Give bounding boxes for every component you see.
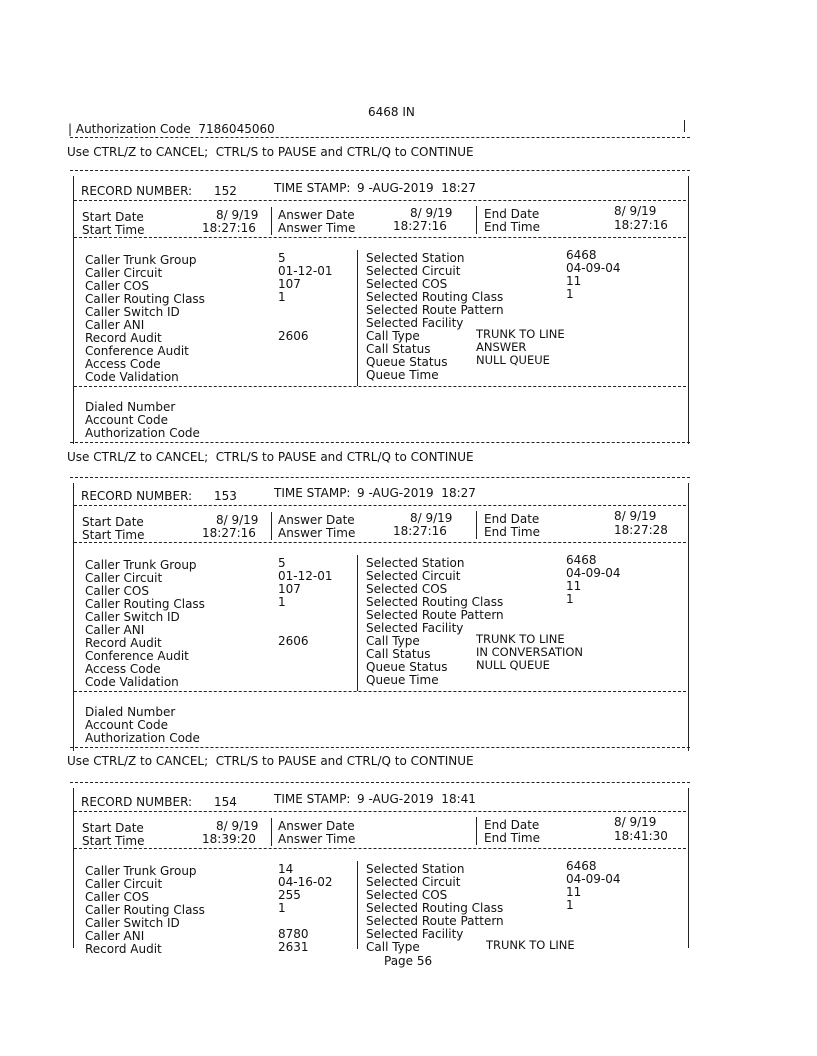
caller-switch-id-label: Caller Switch ID xyxy=(85,916,180,930)
time-stamp-value: 9 -AUG-2019 18:41 xyxy=(357,792,476,806)
start-date-value: 8/ 9/19 xyxy=(216,513,259,527)
caller-switch-id-label: Caller Switch ID xyxy=(85,610,180,624)
start-date-label: Start Date xyxy=(82,515,144,529)
selected-route-pattern-label: Selected Route Pattern xyxy=(366,608,504,622)
selected-circuit-value: 04-09-04 xyxy=(566,261,621,275)
selected-routing-class-label: Selected Routing Class xyxy=(366,595,504,609)
start-time-label: Start Time xyxy=(82,223,145,237)
selected-routing-class-label: Selected Routing Class xyxy=(366,901,504,915)
record-number-label: RECORD NUMBER: xyxy=(81,184,193,198)
account-code-label: Account Code xyxy=(85,413,168,427)
caller-cos-value: 107 xyxy=(278,277,301,291)
selected-station-label: Selected Station xyxy=(366,862,465,876)
selected-circuit-label: Selected Circuit xyxy=(366,875,461,889)
record-audit-value: 2631 xyxy=(278,940,309,954)
record-number-label: RECORD NUMBER: xyxy=(81,489,193,503)
queue-status-label: Queue Status xyxy=(366,660,448,674)
caller-routing-class-value: 1 xyxy=(278,595,286,609)
queue-status-label: Queue Status xyxy=(366,355,448,369)
caller-cos-label: Caller COS xyxy=(85,584,149,598)
call-type-value: TRUNK TO LINE xyxy=(486,938,575,952)
selected-cos-label: Selected COS xyxy=(366,582,448,596)
access-code-label: Access Code xyxy=(85,357,161,371)
caller-circuit-label: Caller Circuit xyxy=(85,877,163,891)
caller-routing-class-label: Caller Routing Class xyxy=(85,597,205,611)
selected-cos-label: Selected COS xyxy=(366,277,448,291)
caller-ani-label: Caller ANI xyxy=(85,318,145,332)
dialed-number-label: Dialed Number xyxy=(85,400,176,414)
selected-station-label: Selected Station xyxy=(366,251,465,265)
record-audit-label: Record Audit xyxy=(85,331,162,345)
start-time-label: Start Time xyxy=(82,528,145,542)
selected-station-value: 6468 xyxy=(566,248,597,262)
selected-routing-class-label: Selected Routing Class xyxy=(366,290,504,304)
dialed-number-label: Dialed Number xyxy=(85,705,176,719)
selected-circuit-value: 04-09-04 xyxy=(566,566,621,580)
end-date-value: 8/ 9/19 xyxy=(614,815,657,829)
end-time-label: End Time xyxy=(484,525,540,539)
start-date-value: 8/ 9/19 xyxy=(216,819,259,833)
record-number-value: 154 xyxy=(214,795,237,809)
selected-facility-label: Selected Facility xyxy=(366,927,464,941)
account-code-label: Account Code xyxy=(85,718,168,732)
answer-time-value: 18:27:16 xyxy=(393,219,447,233)
code-validation-label: Code Validation xyxy=(85,370,179,384)
time-stamp-label: TIME STAMP: xyxy=(274,792,351,806)
caller-routing-class-label: Caller Routing Class xyxy=(85,292,205,306)
start-time-value: 18:39:20 xyxy=(202,832,256,846)
start-date-label: Start Date xyxy=(82,821,144,835)
end-date-value: 8/ 9/19 xyxy=(614,509,657,523)
selected-station-label: Selected Station xyxy=(366,556,465,570)
separator xyxy=(70,137,690,138)
selected-cos-value: 11 xyxy=(566,579,582,593)
selected-routing-class-value: 1 xyxy=(566,592,574,606)
call-status-label: Call Status xyxy=(366,647,431,661)
selected-station-value: 6468 xyxy=(566,553,597,567)
selected-circuit-label: Selected Circuit xyxy=(366,264,461,278)
end-time-label: End Time xyxy=(484,220,540,234)
queue-status-value: NULL QUEUE xyxy=(476,353,550,367)
start-time-label: Start Time xyxy=(82,834,145,848)
authorization-code-line: | Authorization Code 7186045060 xyxy=(68,122,275,136)
authorization-code-label: Authorization Code xyxy=(85,731,200,745)
answer-date-label: Answer Date xyxy=(278,513,355,527)
start-date-value: 8/ 9/19 xyxy=(216,208,259,222)
caller-trunk-group-label: Caller Trunk Group xyxy=(85,864,197,878)
cancel-instruction: Use CTRL/Z to CANCEL; CTRL/S to PAUSE and CTRL/Q to CONTINUE xyxy=(67,450,474,464)
selected-facility-label: Selected Facility xyxy=(366,316,464,330)
caller-trunk-group-value: 14 xyxy=(278,862,294,876)
queue-time-label: Queue Time xyxy=(366,673,439,687)
record-audit-value: 2606 xyxy=(278,634,309,648)
cancel-instruction: Use CTRL/Z to CANCEL; CTRL/S to PAUSE and CTRL/Q to CONTINUE xyxy=(67,145,474,159)
caller-cos-value: 255 xyxy=(278,888,301,902)
call-type-label: Call Type xyxy=(366,329,420,343)
caller-circuit-label: Caller Circuit xyxy=(85,571,163,585)
answer-time-value: 18:27:16 xyxy=(393,524,447,538)
record-audit-label: Record Audit xyxy=(85,942,162,956)
call-type-value: TRUNK TO LINE xyxy=(476,327,565,341)
caller-trunk-group-label: Caller Trunk Group xyxy=(85,558,197,572)
selected-route-pattern-label: Selected Route Pattern xyxy=(366,914,504,928)
queue-time-label: Queue Time xyxy=(366,368,439,382)
caller-trunk-group-value: 5 xyxy=(278,556,286,570)
selected-station-value: 6468 xyxy=(566,859,597,873)
caller-cos-label: Caller COS xyxy=(85,279,149,293)
selected-route-pattern-label: Selected Route Pattern xyxy=(366,303,504,317)
caller-switch-id-label: Caller Switch ID xyxy=(85,305,180,319)
authorization-code-label: Authorization Code xyxy=(85,426,200,440)
call-type-value: TRUNK TO LINE xyxy=(476,632,565,646)
answer-time-label: Answer Time xyxy=(278,526,356,540)
right-border xyxy=(684,120,685,132)
time-stamp-label: TIME STAMP: xyxy=(274,181,351,195)
caller-ani-label: Caller ANI xyxy=(85,623,145,637)
end-date-label: End Date xyxy=(484,207,540,221)
record-number-label: RECORD NUMBER: xyxy=(81,795,193,809)
end-time-value: 18:27:16 xyxy=(614,218,668,232)
caller-trunk-group-value: 5 xyxy=(278,251,286,265)
call-status-label: Call Status xyxy=(366,342,431,356)
selected-facility-label: Selected Facility xyxy=(366,621,464,635)
code-validation-label: Code Validation xyxy=(85,675,179,689)
end-time-label: End Time xyxy=(484,831,540,845)
record-number-value: 152 xyxy=(214,184,237,198)
record-audit-label: Record Audit xyxy=(85,636,162,650)
page-number: Page 56 xyxy=(384,954,433,968)
answer-date-label: Answer Date xyxy=(278,819,355,833)
end-date-label: End Date xyxy=(484,512,540,526)
caller-ani-value: 8780 xyxy=(278,927,309,941)
caller-circuit-value: 01-12-01 xyxy=(278,569,333,583)
start-time-value: 18:27:16 xyxy=(202,221,256,235)
answer-date-value: 8/ 9/19 xyxy=(410,206,453,220)
caller-routing-class-value: 1 xyxy=(278,901,286,915)
end-time-value: 18:27:28 xyxy=(614,523,668,537)
selected-cos-value: 11 xyxy=(566,274,582,288)
selected-circuit-label: Selected Circuit xyxy=(366,569,461,583)
selected-cos-label: Selected COS xyxy=(366,888,448,902)
access-code-label: Access Code xyxy=(85,662,161,676)
start-time-value: 18:27:16 xyxy=(202,526,256,540)
time-stamp-value: 9 -AUG-2019 18:27 xyxy=(357,181,476,195)
call-type-label: Call Type xyxy=(366,940,420,954)
end-date-label: End Date xyxy=(484,818,540,832)
answer-time-label: Answer Time xyxy=(278,221,356,235)
selected-routing-class-value: 1 xyxy=(566,287,574,301)
end-time-value: 18:41:30 xyxy=(614,829,668,843)
answer-date-value: 8/ 9/19 xyxy=(410,511,453,525)
answer-time-label: Answer Time xyxy=(278,832,356,846)
caller-circuit-label: Caller Circuit xyxy=(85,266,163,280)
caller-cos-value: 107 xyxy=(278,582,301,596)
queue-status-value: NULL QUEUE xyxy=(476,658,550,672)
start-date-label: Start Date xyxy=(82,210,144,224)
caller-cos-label: Caller COS xyxy=(85,890,149,904)
call-type-label: Call Type xyxy=(366,634,420,648)
call-status-value: IN CONVERSATION xyxy=(476,645,584,659)
conference-audit-label: Conference Audit xyxy=(85,649,189,663)
time-stamp-value: 9 -AUG-2019 18:27 xyxy=(357,486,476,500)
caller-circuit-value: 01-12-01 xyxy=(278,264,333,278)
call-status-value: ANSWER xyxy=(476,340,527,354)
end-date-value: 8/ 9/19 xyxy=(614,204,657,218)
record-audit-value: 2606 xyxy=(278,329,309,343)
selected-cos-value: 11 xyxy=(566,885,582,899)
time-stamp-label: TIME STAMP: xyxy=(274,486,351,500)
conference-audit-label: Conference Audit xyxy=(85,344,189,358)
record-number-value: 153 xyxy=(214,489,237,503)
cancel-instruction: Use CTRL/Z to CANCEL; CTRL/S to PAUSE and CTRL/Q to CONTINUE xyxy=(67,754,474,768)
selected-circuit-value: 04-09-04 xyxy=(566,872,621,886)
caller-routing-class-value: 1 xyxy=(278,290,286,304)
caller-ani-label: Caller ANI xyxy=(85,929,145,943)
caller-circuit-value: 04-16-02 xyxy=(278,875,333,889)
selected-routing-class-value: 1 xyxy=(566,898,574,912)
answer-date-label: Answer Date xyxy=(278,208,355,222)
caller-routing-class-label: Caller Routing Class xyxy=(85,903,205,917)
header-extension: 6468 IN xyxy=(368,105,415,119)
caller-trunk-group-label: Caller Trunk Group xyxy=(85,253,197,267)
